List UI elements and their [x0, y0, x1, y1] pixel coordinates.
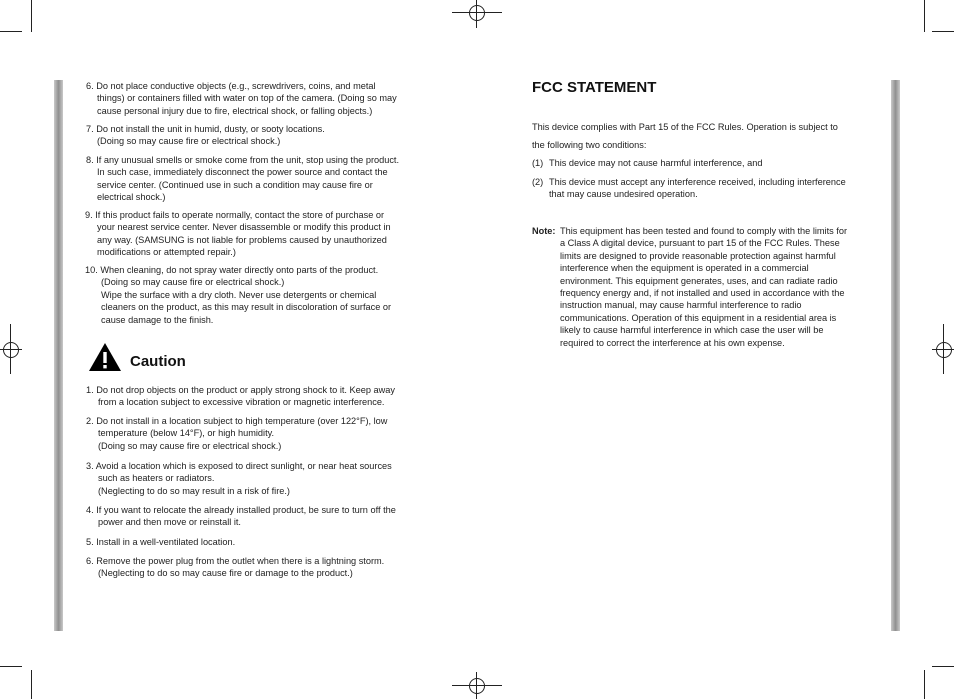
- registration-line: [943, 324, 944, 374]
- crop-mark: [932, 31, 954, 32]
- item-line: 10. When cleaning, do not spray water directly onto parts of the product.: [85, 265, 379, 275]
- item-line: This device must accept any interference received, including interference: [549, 177, 846, 187]
- fcc-condition-1: This device may not cause harmful interference, and: [549, 158, 763, 168]
- item-line: 2. Do not install in a location subject to high temperature (over 122°F), low: [86, 416, 388, 426]
- item-line: communications. Operation of this equipment in a residential area is: [560, 312, 837, 323]
- item-line: electrical shock.): [97, 192, 166, 203]
- item-line: This equipment has been tested and found to comply with the limits for: [560, 226, 848, 236]
- item-line: from a location subject to excessive vibration or magnetic interference.: [98, 397, 385, 408]
- safety-item-9: [85, 209, 391, 259]
- item-line: a Class A digital device, pursuant to part 15 of the FCC Rules. These: [560, 238, 840, 249]
- item-line: cause damage to the finish.: [101, 314, 214, 325]
- item-line: (Doing so may cause fire or electrical shock.): [101, 277, 285, 288]
- item-line: (Neglecting to do so may result in a risk of fire.): [98, 485, 290, 496]
- fcc-condition-2-number: (2): [532, 177, 544, 187]
- item-line: your nearest service center. Never disassemble or modify this product in: [97, 222, 391, 233]
- fcc-condition-1-number: (1): [532, 158, 544, 168]
- item-line: 3. Avoid a location which is exposed to direct sunlight, or near heat sources: [86, 461, 392, 471]
- registration-mark-icon: [469, 5, 485, 21]
- caution-item-2: [86, 415, 387, 452]
- item-line: Wipe the surface with a dry cloth. Never use detergents or chemical: [101, 289, 377, 300]
- registration-line: [0, 349, 22, 350]
- item-line: required to correct the interference at his own expense.: [560, 337, 785, 348]
- item-line: modifications or attempted repair.): [97, 247, 236, 258]
- registration-mark-icon: [469, 678, 485, 694]
- item-line: power and then move or reinstall it.: [98, 517, 241, 528]
- item-line: likely to cause harmful interference in which case the user will be: [560, 325, 824, 336]
- item-line: any way. (SAMSUNG is not liable for problems caused by unauthorized: [97, 234, 387, 245]
- item-line: 9. If this product fails to operate normally, contact the store of purchase or: [85, 210, 385, 220]
- page-edge-bar-right: [891, 80, 900, 631]
- item-line: In such case, immediately disconnect the power source and contact the: [97, 167, 388, 178]
- registration-line: [476, 672, 477, 699]
- item-line: temperature (below 14°F), or high humidity.: [98, 428, 275, 439]
- item-line: 4. If you want to relocate the already installed product, be sure to turn off the: [86, 505, 396, 515]
- page-edge-bar-left: [54, 80, 63, 631]
- crop-mark: [932, 666, 954, 667]
- item-line: 7. Do not install the unit in humid, dusty, or sooty locations.: [86, 124, 325, 134]
- warning-triangle-icon: [88, 342, 122, 372]
- registration-line: [452, 685, 502, 686]
- item-line: cleaners on the product, as this may result in discoloration of surface or: [101, 302, 392, 313]
- item-line: interference when the equipment is operated in a commercial: [560, 263, 809, 274]
- safety-item-10: [85, 264, 391, 326]
- caution-item-5: [86, 536, 235, 548]
- item-line: that may cause undesired operation.: [549, 189, 698, 200]
- crop-mark: [31, 0, 32, 32]
- item-line: limits are designed to provide reasonable protection against harmful: [560, 250, 836, 261]
- caution-item-4: [86, 504, 396, 529]
- item-line: cause personal injury due to fire, electrical shock, or falling objects.): [97, 105, 373, 116]
- crop-mark: [31, 670, 32, 699]
- registration-line: [10, 324, 11, 374]
- fcc-intro-line-1: This device complies with Part 15 of the FCC Rules. Operation is subject to: [532, 122, 838, 132]
- item-line: instruction manual, may cause harmful interference to radio: [560, 300, 802, 311]
- item-line: things) or containers filled with water on top of the camera. (Doing so may: [97, 93, 397, 104]
- item-line: (Neglecting to do so may cause fire or damage to the product.): [98, 568, 353, 579]
- item-line: frequency energy and, if not installed and used in accordance with the: [560, 288, 845, 299]
- item-line: 1. Do not drop objects on the product or apply strong shock to it. Keep away: [86, 385, 395, 395]
- caution-item-3: [86, 460, 392, 497]
- caution-item-1: [86, 384, 395, 409]
- crop-mark: [924, 0, 925, 32]
- item-line: (Doing so may cause fire or electrical shock.): [98, 440, 282, 451]
- fcc-condition-2: [549, 176, 846, 201]
- crop-mark: [0, 666, 22, 667]
- safety-item-7: [86, 123, 325, 148]
- item-line: 6. Do not place conductive objects (e.g., screwdrivers, coins, and metal: [86, 81, 376, 91]
- item-line: 8. If any unusual smells or smoke come from the unit, stop using the product.: [86, 155, 400, 165]
- registration-line: [476, 0, 477, 28]
- item-line: 6. Remove the power plug from the outlet when there is a lightning storm.: [86, 556, 385, 566]
- safety-item-6: [86, 80, 397, 117]
- caution-item-6: [86, 555, 384, 580]
- fcc-statement-title: FCC STATEMENT: [532, 79, 657, 96]
- registration-line: [452, 12, 502, 13]
- caution-heading: Caution: [130, 353, 186, 370]
- fcc-note-text: [560, 225, 847, 349]
- item-line: environment. This equipment generates, uses, and can radiate radio: [560, 275, 838, 286]
- fcc-intro-line-2: the following two conditions:: [532, 140, 647, 150]
- item-line: service center. (Continued use in such a condition may cause fire or: [97, 179, 373, 190]
- registration-mark-icon: [936, 342, 952, 358]
- crop-mark: [0, 31, 22, 32]
- safety-item-8: [86, 154, 399, 204]
- item-line: such as heaters or radiators.: [98, 473, 215, 484]
- item-line: 5. Install in a well-ventilated location.: [86, 537, 236, 547]
- crop-mark: [924, 670, 925, 699]
- item-line: (Doing so may cause fire or electrical shock.): [97, 136, 281, 147]
- note-label: Note:: [532, 226, 556, 236]
- registration-mark-icon: [3, 342, 19, 358]
